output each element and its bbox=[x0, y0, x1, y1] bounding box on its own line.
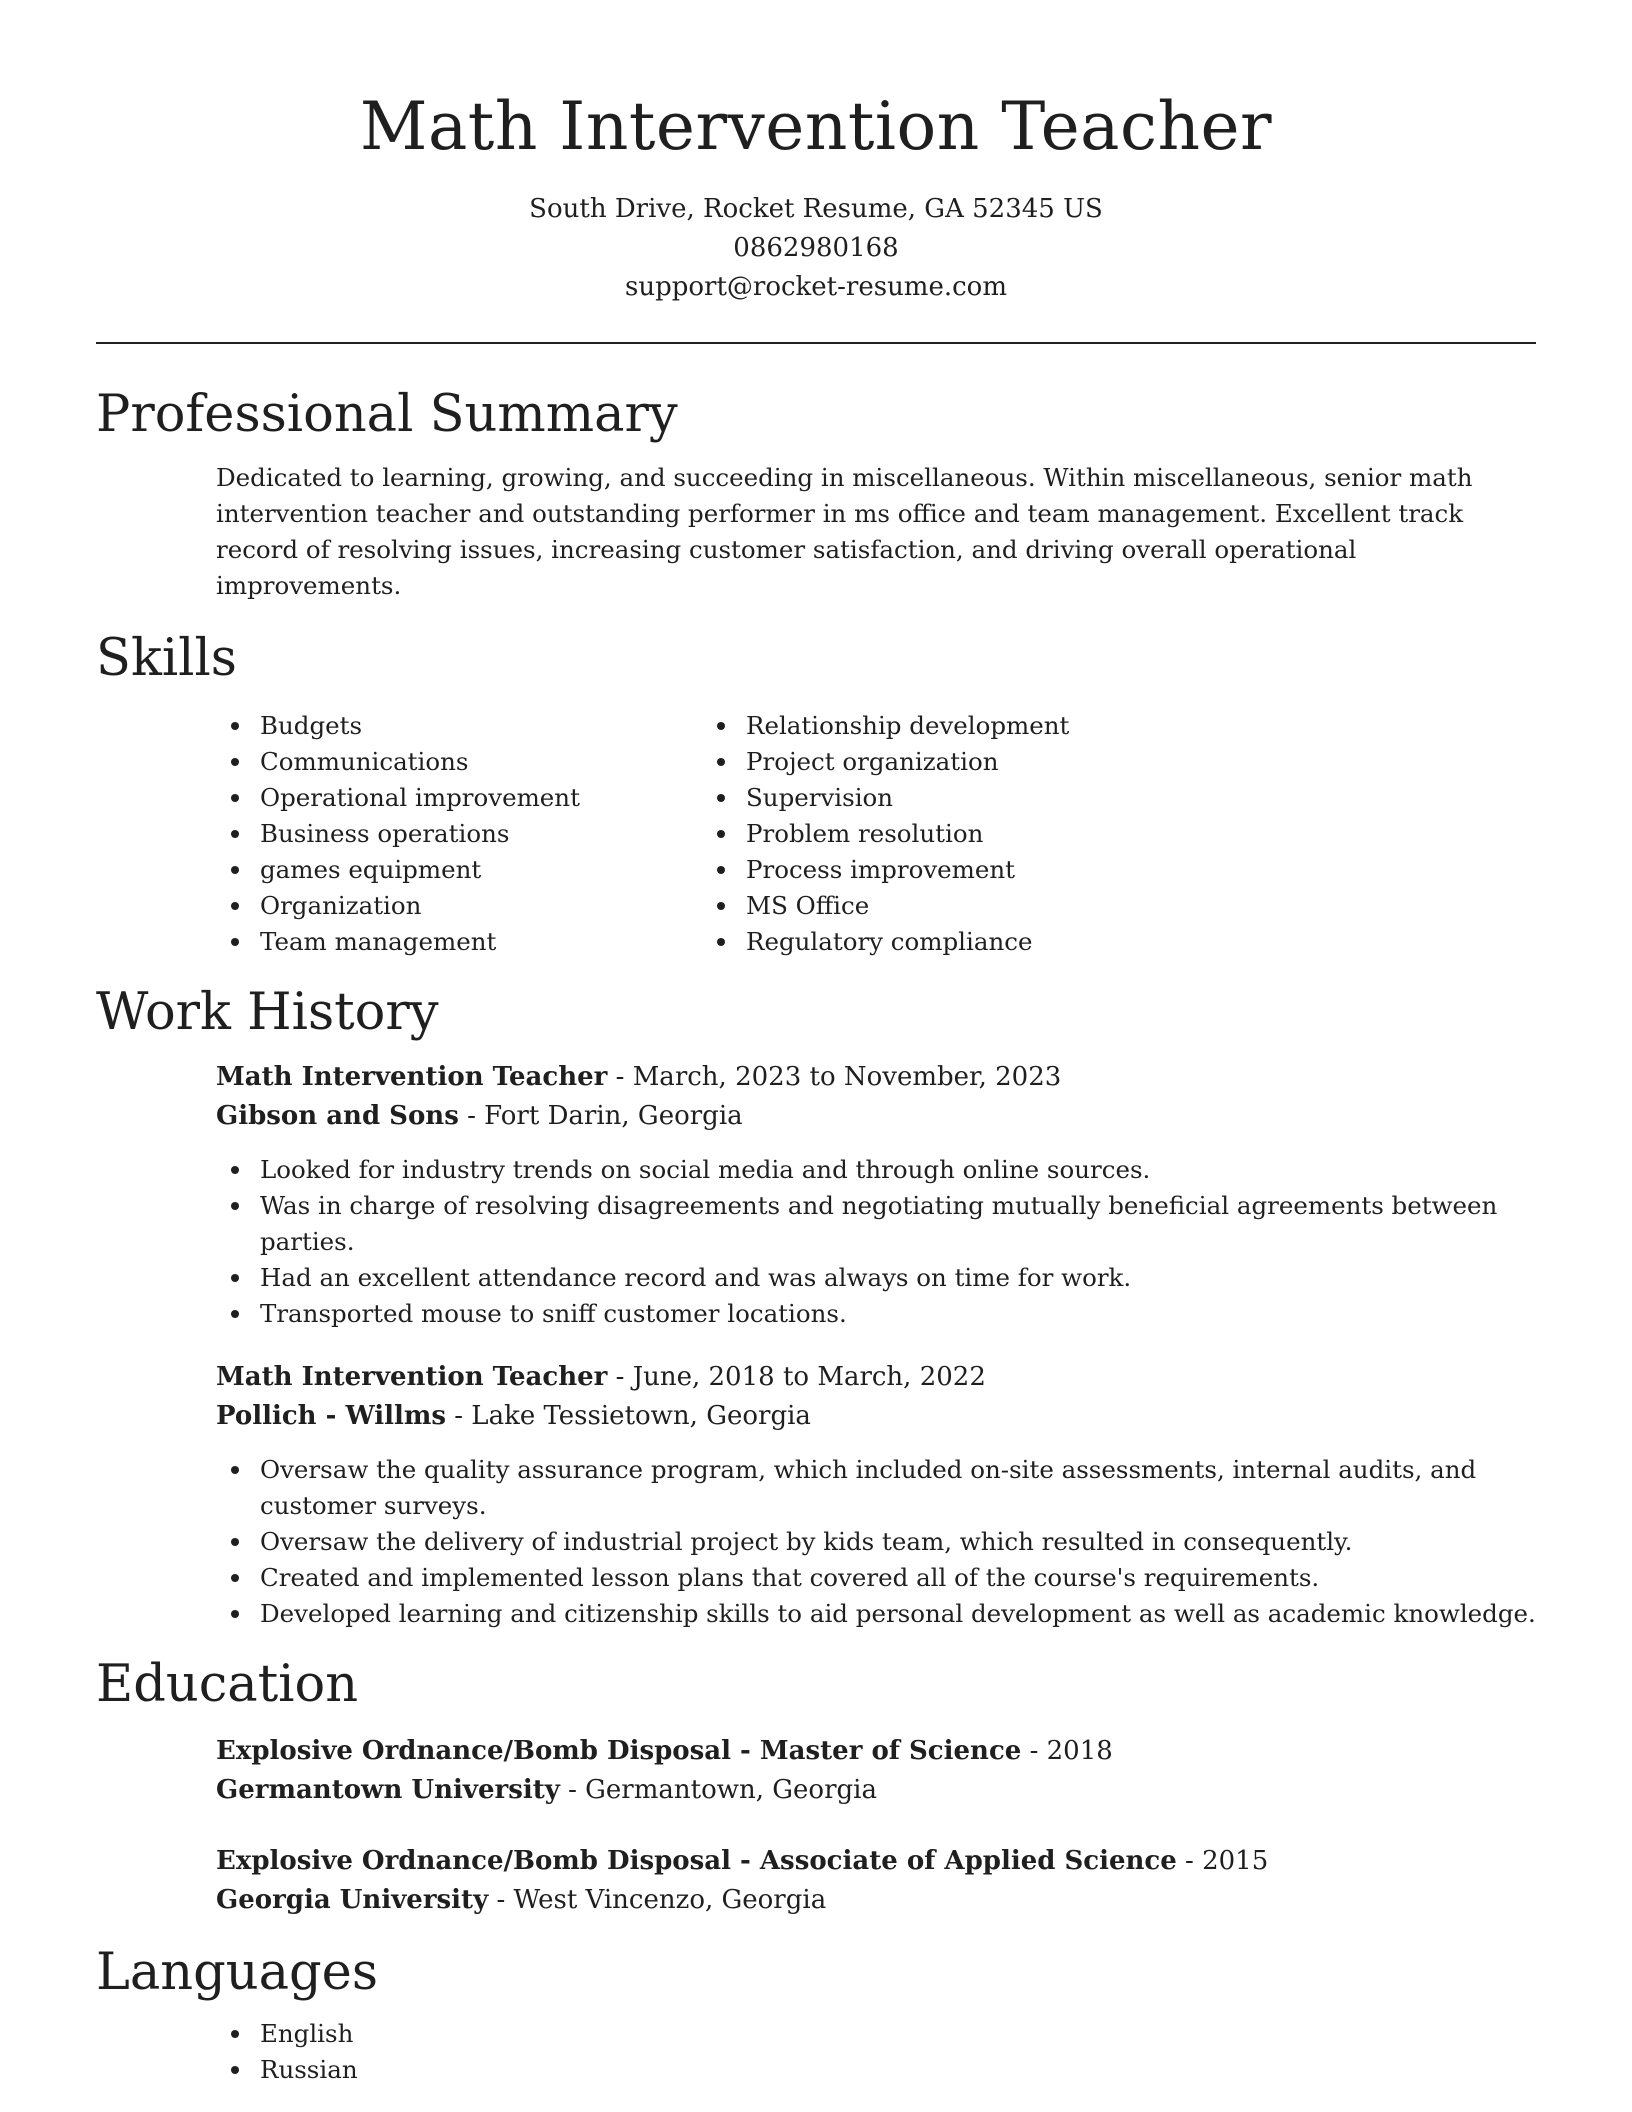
job-bullets bbox=[260, 1452, 1536, 1632]
job-bullet: Transported mouse to sniff customer locations. bbox=[260, 1296, 1536, 1332]
job-title-line bbox=[216, 1058, 1536, 1097]
language-item: Russian bbox=[260, 2052, 1536, 2088]
job-dates: - March, 2023 to November, 2023 bbox=[607, 1062, 1062, 1092]
work-history-heading: Work History bbox=[96, 983, 439, 1042]
education-year: - 2015 bbox=[1176, 1846, 1269, 1876]
education-location: - West Vincenzo, Georgia bbox=[488, 1885, 827, 1915]
education-degree-line bbox=[216, 1732, 1536, 1771]
job-company-line bbox=[216, 1397, 1536, 1436]
skill-item: Communications bbox=[260, 744, 746, 780]
job-entry bbox=[216, 1358, 1536, 1632]
education-entry bbox=[216, 1842, 1536, 1920]
job-company: Pollich - Willms bbox=[216, 1401, 446, 1431]
education-school: Georgia University bbox=[216, 1885, 489, 1915]
skill-item: Supervision bbox=[746, 780, 1346, 816]
skill-item: Problem resolution bbox=[746, 816, 1346, 852]
skills-heading: Skills bbox=[96, 629, 237, 688]
resume-header bbox=[96, 0, 1536, 307]
skill-item: Process improvement bbox=[746, 852, 1346, 888]
job-bullet: Developed learning and citizenship skills to aid personal development as well as academic knowledge. bbox=[260, 1596, 1536, 1632]
candidate-title: Math Intervention Teacher bbox=[359, 88, 1273, 165]
contact-email: support@rocket-resume.com bbox=[624, 272, 1007, 302]
education-year: - 2018 bbox=[1021, 1736, 1113, 1766]
job-bullet: Created and implemented lesson plans that covered all of the course's requirements. bbox=[260, 1560, 1536, 1596]
job-dates: - June, 2018 to March, 2022 bbox=[607, 1362, 986, 1392]
summary-heading: Professional Summary bbox=[96, 385, 678, 444]
summary-text: Dedicated to learning, growing, and succeeding in miscellaneous. Within miscellaneous, senior math intervention teacher and outstanding performer in ms office and team management. Excellent track record of resolving issues, increasing customer satisfaction, and driving overall operational improvements. bbox=[216, 463, 1473, 600]
contact-address: South Drive, Rocket Resume, GA 52345 US bbox=[529, 194, 1103, 224]
header-divider bbox=[96, 342, 1536, 344]
languages-list bbox=[260, 2016, 1536, 2088]
skill-item: Business operations bbox=[260, 816, 746, 852]
education-degree-line bbox=[216, 1842, 1536, 1881]
skill-item: Budgets bbox=[260, 708, 746, 744]
education-entry bbox=[216, 1732, 1536, 1810]
contact-phone: 0862980168 bbox=[733, 233, 899, 263]
contact-block bbox=[96, 190, 1536, 307]
skills-column-right bbox=[746, 708, 1346, 960]
job-bullet: Oversaw the quality assurance program, which included on-site assessments, internal audits, and customer surveys. bbox=[260, 1452, 1536, 1524]
skill-item: Project organization bbox=[746, 744, 1346, 780]
education-degree: Explosive Ordnance/Bomb Disposal - Master of Science bbox=[216, 1736, 1022, 1766]
job-bullet: Had an excellent attendance record and was always on time for work. bbox=[260, 1260, 1536, 1296]
job-role: Math Intervention Teacher bbox=[216, 1062, 608, 1092]
job-bullets bbox=[260, 1152, 1536, 1332]
job-bullet: Looked for industry trends on social media and through online sources. bbox=[260, 1152, 1536, 1188]
education-degree: Explosive Ordnance/Bomb Disposal - Associate of Applied Science bbox=[216, 1846, 1177, 1876]
education-school-line bbox=[216, 1881, 1536, 1920]
skill-item: Team management bbox=[260, 924, 746, 960]
job-title-line bbox=[216, 1358, 1536, 1397]
skill-item: Operational improvement bbox=[260, 780, 746, 816]
education-location: - Germantown, Georgia bbox=[559, 1775, 877, 1805]
job-bullet: Was in charge of resolving disagreements and negotiating mutually beneficial agreements between parties. bbox=[260, 1188, 1536, 1260]
skill-item: MS Office bbox=[746, 888, 1346, 924]
education-school-line bbox=[216, 1771, 1536, 1810]
skill-item: games equipment bbox=[260, 852, 746, 888]
education-heading: Education bbox=[96, 1655, 359, 1714]
education-school: Germantown University bbox=[216, 1775, 560, 1805]
skills-column-left bbox=[96, 708, 746, 960]
skill-item: Regulatory compliance bbox=[746, 924, 1346, 960]
job-bullet: Oversaw the delivery of industrial project by kids team, which resulted in consequently. bbox=[260, 1524, 1536, 1560]
skills-columns bbox=[96, 708, 1536, 960]
job-location: - Fort Darin, Georgia bbox=[458, 1101, 743, 1131]
job-location: - Lake Tessietown, Georgia bbox=[445, 1401, 811, 1431]
skill-item: Relationship development bbox=[746, 708, 1346, 744]
languages-heading: Languages bbox=[96, 1943, 379, 2002]
job-company: Gibson and Sons bbox=[216, 1101, 459, 1131]
language-item: English bbox=[260, 2016, 1536, 2052]
skill-item: Organization bbox=[260, 888, 746, 924]
job-company-line bbox=[216, 1097, 1536, 1136]
job-entry bbox=[216, 1058, 1536, 1332]
job-role: Math Intervention Teacher bbox=[216, 1362, 608, 1392]
